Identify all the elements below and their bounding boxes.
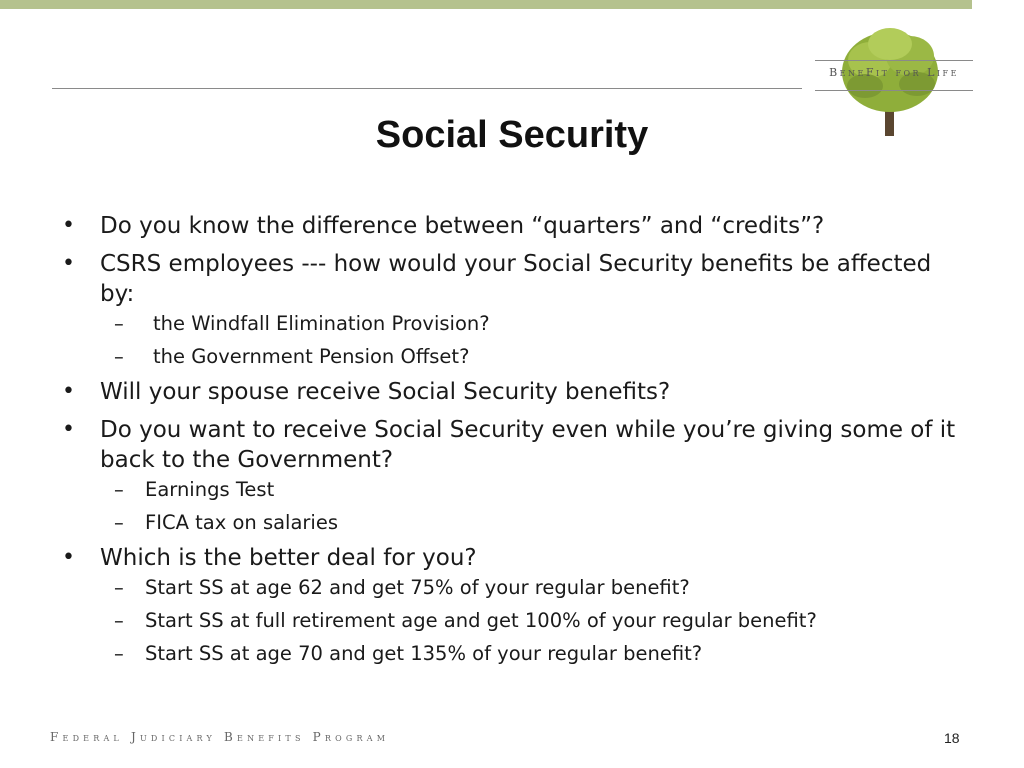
sub-bullet-text: Earnings Test	[145, 478, 275, 501]
sub-bullet-text: the Government Pension Offset?	[153, 345, 470, 368]
sub-bullet-text: Start SS at full retirement age and get 100% of your regular benefit?	[145, 609, 817, 632]
bullet-text: Do you want to receive Social Security even while you’re giving some of it back to the Government?	[100, 417, 956, 473]
bullet-text: Do you know the difference between “quarters” and “credits”?	[100, 213, 825, 239]
sub-bullet-item	[60, 510, 960, 536]
page-number: 18	[944, 730, 960, 746]
bullet-icon: •	[62, 251, 75, 276]
sub-bullet-item	[60, 477, 960, 503]
logo-text: BeneFit for Life	[829, 66, 959, 79]
dash-icon: –	[114, 642, 124, 665]
logo-rule-top	[815, 60, 973, 61]
sub-bullet-item	[60, 344, 960, 370]
dash-icon: –	[114, 312, 124, 335]
header-rule	[52, 88, 802, 89]
bullet-item	[60, 211, 960, 241]
slide-title: Social Security	[375, 114, 649, 156]
bullet-icon: •	[62, 545, 75, 570]
sub-bullet-item	[60, 311, 960, 337]
footer-program-name: Federal Judiciary Benefits Program	[50, 730, 390, 744]
sub-bullet-text: Start SS at age 62 and get 75% of your regular benefit?	[145, 576, 690, 599]
bullet-icon: •	[62, 213, 75, 238]
bullet-list	[60, 211, 960, 674]
sub-bullet-text: the Windfall Elimination Provision?	[153, 312, 490, 335]
logo-rule-bottom	[815, 90, 973, 91]
sub-bullet-item	[60, 608, 960, 634]
sub-bullet-item	[60, 575, 960, 601]
dash-icon: –	[114, 345, 124, 368]
bullet-item	[60, 543, 960, 573]
bullet-icon: •	[62, 417, 75, 442]
bullet-item	[60, 377, 960, 407]
dash-icon: –	[114, 478, 124, 501]
dash-icon: –	[114, 511, 124, 534]
bullet-text: Which is the better deal for you?	[100, 545, 477, 571]
bullet-icon: •	[62, 379, 75, 404]
bullet-item	[60, 249, 960, 309]
bullet-item	[60, 415, 960, 475]
sub-bullet-item	[60, 641, 960, 667]
bullet-text: CSRS employees --- how would your Social Security benefits be affected by:	[100, 251, 932, 307]
top-accent-bar	[0, 0, 972, 9]
dash-icon: –	[114, 576, 124, 599]
sub-bullet-text: Start SS at age 70 and get 135% of your regular benefit?	[145, 642, 703, 665]
sub-bullet-text: FICA tax on salaries	[145, 511, 339, 534]
bullet-text: Will your spouse receive Social Security benefits?	[100, 379, 671, 405]
dash-icon: –	[114, 609, 124, 632]
